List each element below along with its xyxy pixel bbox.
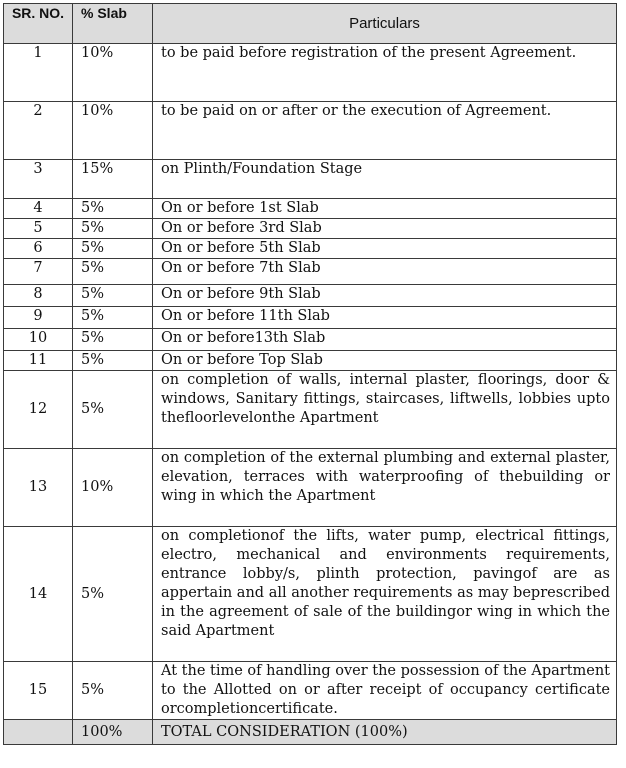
row-sr: 10	[4, 329, 73, 351]
table-row	[4, 329, 617, 351]
row-particulars: on Plinth/Foundation Stage	[153, 160, 617, 199]
row-particulars: At the time of handling over the possession of the Apartment to the Allotted on or after receipt of occupancy certificate orcompletioncertificate.	[153, 662, 617, 720]
table-row	[4, 449, 617, 527]
table-row	[4, 199, 617, 219]
row-sr: 14	[4, 527, 73, 662]
row-slab: 5%	[73, 371, 153, 449]
total-row	[4, 720, 617, 745]
row-slab: 5%	[73, 199, 153, 219]
row-sr: 1	[4, 44, 73, 102]
row-particulars: On or before 9th Slab	[153, 285, 617, 307]
header-particulars: Particulars	[153, 4, 617, 44]
table-row	[4, 239, 617, 259]
row-sr: 11	[4, 351, 73, 371]
row-particulars: on completion of walls, internal plaster, floorings, door & windows, Sanitary fittings, staircases, liftwells, lobbies upto thefloorlevelonthe Apartment	[153, 371, 617, 449]
row-particulars: On or before 5th Slab	[153, 239, 617, 259]
row-particulars: to be paid on or after or the execution of Agreement.	[153, 102, 617, 160]
payment-schedule-table	[3, 3, 617, 745]
table-row	[4, 351, 617, 371]
row-particulars: On or before 7th Slab	[153, 259, 617, 285]
row-slab: 5%	[73, 285, 153, 307]
row-slab: 10%	[73, 44, 153, 102]
table-row	[4, 527, 617, 662]
row-slab: 15%	[73, 160, 153, 199]
row-slab: 5%	[73, 329, 153, 351]
row-slab: 5%	[73, 259, 153, 285]
row-slab: 5%	[73, 351, 153, 371]
row-sr: 3	[4, 160, 73, 199]
table-row	[4, 371, 617, 449]
row-slab: 5%	[73, 219, 153, 239]
row-particulars: On or before13th Slab	[153, 329, 617, 351]
row-slab: 10%	[73, 449, 153, 527]
row-sr: 2	[4, 102, 73, 160]
row-particulars: on completionof the lifts, water pump, electrical fittings, electro, mechanical and environments requirements, entrance lobby/s, plinth protection, pavingof are as appertain and all another requirements as may beprescribed in the agreement of sale of the buildingor wing in which the said Apartment	[153, 527, 617, 662]
row-sr: 5	[4, 219, 73, 239]
row-sr: 8	[4, 285, 73, 307]
table-row	[4, 219, 617, 239]
table-row	[4, 307, 617, 329]
row-particulars: On or before 1st Slab	[153, 199, 617, 219]
row-particulars: on completion of the external plumbing and external plaster, elevation, terraces with waterproofing of thebuilding or wing in which the Apartment	[153, 449, 617, 527]
row-particulars: On or before 3rd Slab	[153, 219, 617, 239]
row-sr: 4	[4, 199, 73, 219]
row-sr: 12	[4, 371, 73, 449]
table-row	[4, 285, 617, 307]
row-particulars: On or before Top Slab	[153, 351, 617, 371]
row-sr: 9	[4, 307, 73, 329]
row-particulars: to be paid before registration of the present Agreement.	[153, 44, 617, 102]
header-slab: % Slab	[73, 4, 153, 44]
table-row	[4, 160, 617, 199]
row-sr: 13	[4, 449, 73, 527]
row-slab: 5%	[73, 307, 153, 329]
total-slab: 100%	[73, 720, 153, 745]
row-slab: 5%	[73, 527, 153, 662]
table-row	[4, 259, 617, 285]
row-slab: 5%	[73, 239, 153, 259]
row-sr: 6	[4, 239, 73, 259]
header-sr-no: SR. NO.	[4, 4, 73, 44]
total-sr	[4, 720, 73, 745]
table-header-row	[4, 4, 617, 44]
table-row	[4, 662, 617, 720]
row-slab: 10%	[73, 102, 153, 160]
row-slab: 5%	[73, 662, 153, 720]
row-sr: 15	[4, 662, 73, 720]
row-sr: 7	[4, 259, 73, 285]
table-row	[4, 102, 617, 160]
row-particulars: On or before 11th Slab	[153, 307, 617, 329]
total-particulars: TOTAL CONSIDERATION (100%)	[153, 720, 617, 745]
table-row	[4, 44, 617, 102]
